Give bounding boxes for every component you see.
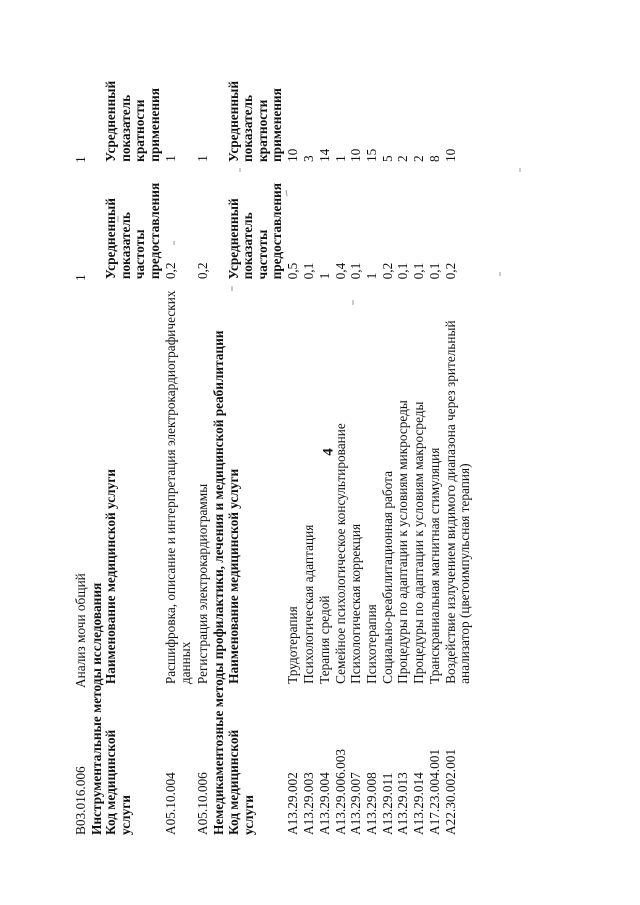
- frequency-value: 1: [363, 272, 379, 280]
- header-name: Наименование медицинской услуги: [103, 469, 119, 685]
- service-name: Семейное психологическое консультирование: [332, 423, 348, 684]
- table-row: [349, 45, 365, 835]
- services-document: [74, 45, 544, 835]
- multiplicity-value: 3: [301, 155, 317, 162]
- frequency-value: 0,1: [348, 262, 364, 280]
- frequency-value: 0,2: [442, 262, 458, 280]
- multiplicity-value: 10: [442, 148, 458, 162]
- multiplicity-value: 10: [348, 148, 364, 162]
- frequency-value: 0,2: [195, 262, 211, 280]
- multiplicity-value: 1: [195, 155, 211, 162]
- table-row: [412, 45, 428, 835]
- service-name: Расшифровка, описание и интерпретация электрокардиографических данных: [163, 290, 193, 685]
- header-code: Код медицинской услуги: [103, 729, 134, 835]
- frequency-value: 0,1: [301, 262, 317, 280]
- table-row: [286, 45, 302, 835]
- service-name: Трудотерапия: [285, 606, 301, 684]
- multiplicity-value: 14: [316, 148, 332, 162]
- multiplicity-value: 10: [285, 148, 301, 162]
- table-row: [196, 45, 212, 835]
- service-code: A22.30.002.001: [442, 748, 458, 835]
- page-number: 4: [320, 448, 337, 456]
- instrumental-table: [104, 45, 212, 835]
- service-name: Социально-реабилитационная работа: [379, 470, 395, 684]
- table-header: [104, 45, 162, 835]
- frequency-value: 1: [73, 274, 88, 281]
- table-row: [164, 45, 194, 835]
- service-code: A17.23.004.001: [426, 748, 442, 835]
- service-name: Процедуры по адаптации к условиям макросреды: [411, 401, 427, 684]
- multiplicity-value: 2: [395, 155, 411, 162]
- header-multiplicity: Усредненный показатель кратности применения: [103, 80, 162, 162]
- service-code: A13.29.008: [363, 772, 379, 835]
- table-row: [444, 45, 474, 835]
- multiplicity-value: 2: [411, 155, 427, 162]
- frequency-value: 0,1: [426, 262, 442, 280]
- section-instrumental: [90, 45, 212, 835]
- frequency-value: 0,1: [395, 262, 411, 280]
- service-name: Психологическая коррекция: [348, 523, 364, 684]
- section-title: Немедикаментозные методы профилактики, лечения и медицинской реабилитации: [211, 330, 227, 835]
- service-name: Транскраниальная магнитная стимуляция: [426, 447, 442, 684]
- header-code: Код медицинской услуги: [225, 729, 256, 835]
- table-row: [334, 45, 350, 835]
- service-name: Психологическая адаптация: [301, 524, 317, 684]
- service-code: A13.29.006.003: [332, 748, 348, 835]
- service-name: Регистрация электрокардиограммы: [195, 483, 211, 685]
- frequency-value: 0,2: [379, 262, 395, 280]
- table-row: [381, 45, 397, 835]
- header-multiplicity: Усредненный показатель кратности применения: [225, 80, 285, 162]
- service-name: Воздействие излучением видимого диапазона через зрительный анализатор (цветоимпульсная терапия): [442, 320, 473, 684]
- service-code: A13.29.011: [379, 772, 395, 835]
- service-code: A13.29.002: [285, 772, 301, 835]
- frequency-value: 1: [316, 272, 332, 280]
- table-row: [396, 45, 412, 835]
- frequency-value: 0,1: [411, 262, 427, 280]
- frequency-value: 0,2: [163, 262, 179, 280]
- table-row: [74, 45, 90, 835]
- service-name: Анализ мочи общий: [73, 573, 88, 688]
- table-row: [302, 45, 318, 835]
- table-row: [428, 45, 444, 835]
- frequency-value: 0,5: [285, 262, 301, 280]
- section-title: Инструментальные методы исследования: [88, 582, 104, 835]
- multiplicity-value: 1: [332, 155, 348, 162]
- service-name: Процедуры по адаптации к условиям микросреды: [395, 400, 411, 684]
- multiplicity-value: 1: [163, 155, 179, 162]
- service-code: A13.29.013: [395, 772, 411, 835]
- table-row: [365, 45, 381, 835]
- multiplicity-value: 5: [379, 155, 395, 162]
- table-row: [318, 45, 334, 835]
- service-code: A13.29.007: [348, 772, 364, 835]
- multiplicity-value: 15: [363, 148, 379, 162]
- header-frequency: Усредненный показатель частоты предоставления: [225, 183, 285, 280]
- multiplicity-value: 1: [73, 156, 88, 163]
- service-name: Терапия средой: [316, 595, 332, 684]
- lab-table: [74, 45, 90, 835]
- header-frequency: Усредненный показатель частоты предоставления: [103, 182, 162, 280]
- multiplicity-value: 8: [426, 155, 442, 162]
- section-rehabilitation: [212, 45, 474, 835]
- service-code: A13.29.003: [301, 772, 317, 835]
- service-code: A13.29.014: [411, 772, 427, 835]
- service-code: A05.10.004: [163, 772, 179, 835]
- service-name: Психотерапия: [363, 604, 379, 684]
- rehabilitation-table: [227, 45, 474, 835]
- table-header: [227, 45, 285, 835]
- header-name: Наименование медицинской услуги: [225, 468, 241, 684]
- service-code: B03.016.006: [73, 766, 88, 835]
- service-code: A13.29.004: [316, 772, 332, 835]
- service-code: A05.10.006: [195, 772, 211, 835]
- frequency-value: 0,4: [332, 262, 348, 280]
